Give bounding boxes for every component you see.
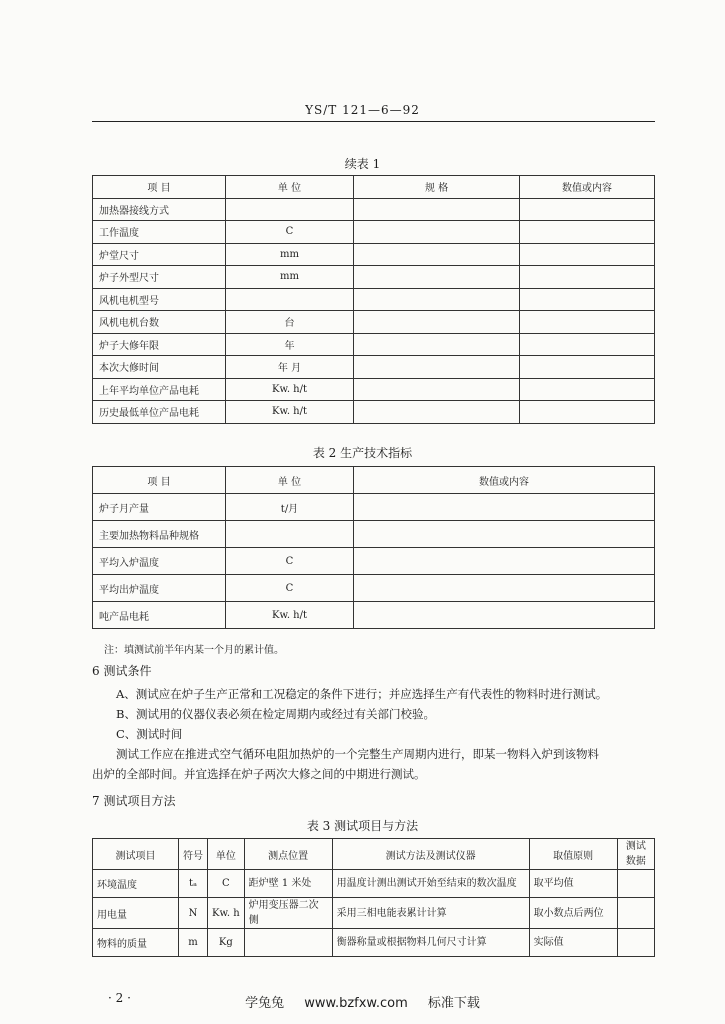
unit-cell [226,198,354,221]
item-cell: 上年平均单位产品电耗 [93,378,226,401]
table2-caption: 表 2 生产技术指标 [312,446,413,460]
unit-cell: Kw. h/t [226,401,354,424]
unit-cell: Kw. h/t [226,602,354,629]
unit-cell: 年 [226,333,354,356]
table-header-cell: 测试项目 [93,839,179,870]
table-row [93,401,655,424]
unit-cell: Kw. h/t [226,378,354,401]
location-cell: 距炉壁 1 米处 [244,870,332,898]
value-cell [520,378,655,401]
table-header-cell: 符号 [179,839,208,870]
symbol-cell: tₐ [179,870,208,898]
value-cell [520,333,655,356]
table-row [93,494,655,521]
table-row [93,266,655,289]
table-row [93,548,655,575]
spec-cell [354,356,520,379]
table-row [93,521,655,548]
value-cell [520,266,655,289]
symbol-cell: m [179,929,208,957]
item-cell: 平均出炉温度 [93,575,226,602]
item-cell: 炉子月产量 [93,494,226,521]
item-cell: 炉子大修年限 [93,333,226,356]
rule-cell: 取小数点后两位 [529,898,617,929]
value-cell [520,243,655,266]
table-header-cell: 单 位 [226,467,354,494]
table-header-row [93,176,655,199]
spec-cell [354,288,520,311]
table-header-cell: 数值或内容 [354,467,655,494]
table-header-cell: 项 目 [93,176,226,199]
spec-cell [354,378,520,401]
spec-cell [354,333,520,356]
table-row [93,929,655,957]
value-cell [520,401,655,424]
table-header-cell: 项 目 [93,467,226,494]
section6-item-a: A、测试应在炉子生产正常和工况稳定的条件下进行；并应选择生产有代表性的物料时进行测试。 [116,687,608,701]
table-row [93,378,655,401]
table1 [92,175,655,424]
unit-cell: C [226,575,354,602]
table-header-cell: 测试数据 [617,839,654,870]
section6-paragraph-line: 出炉的全部时间。并宜选择在炉子两次大修之间的中期进行测试。 [92,767,426,781]
item-cell: 历史最低单位产品电耗 [93,401,226,424]
table-row [93,198,655,221]
unit-cell: C [226,548,354,575]
value-cell [354,494,655,521]
item-cell: 吨产品电耗 [93,602,226,629]
spec-cell [354,266,520,289]
watermark-footer [0,992,725,1011]
item-cell: 平均入炉温度 [93,548,226,575]
table-header-row [93,839,655,870]
unit-cell: mm [226,266,354,289]
value-cell [354,602,655,629]
table-header-cell: 单位 [208,839,245,870]
table-row [93,356,655,379]
footer-slogan: 标准下载 [427,996,480,1011]
item-cell: 本次大修时间 [93,356,226,379]
data-cell [617,929,654,957]
value-cell [354,521,655,548]
item-cell: 物料的质量 [93,929,179,957]
page-number: · 2 · [108,991,131,1005]
unit-cell: C [226,221,354,244]
table2 [92,466,655,629]
table-row [93,870,655,898]
item-cell: 炉子外型尺寸 [93,266,226,289]
table-header-cell: 测试方法及测试仪器 [332,839,529,870]
unit-cell [226,288,354,311]
unit-cell: t/月 [226,494,354,521]
method-cell: 采用三相电能表累计计算 [332,898,529,929]
data-cell [617,898,654,929]
item-cell: 炉堂尺寸 [93,243,226,266]
item-cell: 风机电机台数 [93,311,226,334]
section7-heading: 7 测试项目方法 [92,794,176,808]
table-row [93,243,655,266]
method-cell: 衡器称量或根据物料几何尺寸计算 [332,929,529,957]
standard-code: YS/T 121—6—92 [305,103,420,117]
spec-cell [354,401,520,424]
table-header-cell: 取值原则 [529,839,617,870]
unit-cell: 年 月 [226,356,354,379]
unit-cell: mm [226,243,354,266]
unit-cell [226,521,354,548]
table1-caption: 续表 1 [344,157,381,171]
spec-cell [354,198,520,221]
table-header-cell: 规 格 [354,176,520,199]
spec-cell [354,243,520,266]
unit-cell: Kw. h [208,898,245,929]
section6-item-c: C、测试时间 [116,727,183,741]
item-cell: 环境温度 [93,870,179,898]
rule-cell: 实际值 [529,929,617,957]
table-row [93,602,655,629]
spec-cell [354,311,520,334]
footer-url[interactable]: www.bzfxw.com [304,996,408,1011]
table3-caption: 表 3 测试项目与方法 [306,819,419,833]
table-row [93,221,655,244]
item-cell: 用电量 [93,898,179,929]
symbol-cell: N [179,898,208,929]
item-cell: 主要加热物料品种规格 [93,521,226,548]
unit-cell: 台 [226,311,354,334]
table-row [93,898,655,929]
unit-cell: C [208,870,245,898]
spec-cell [354,221,520,244]
section6-paragraph-line: 测试工作应在推进式空气循环电阻加热炉的一个完整生产周期内进行，即某一物料入炉到该物料 [116,747,599,761]
data-cell [617,870,654,898]
value-cell [520,221,655,244]
location-cell: 炉用变压器二次侧 [244,898,332,929]
location-cell [244,929,332,957]
value-cell [520,311,655,334]
table-row [93,311,655,334]
value-cell [354,575,655,602]
value-cell [520,198,655,221]
method-cell: 用温度计测出测试开始至结束的数次温度 [332,870,529,898]
rule-cell: 取平均值 [529,870,617,898]
table-header-cell: 数值或内容 [520,176,655,199]
table3 [92,838,655,957]
section6-heading: 6 测试条件 [92,664,152,678]
table-header-cell: 测点位置 [244,839,332,870]
table-row [93,333,655,356]
value-cell [520,356,655,379]
unit-cell: Kg [208,929,245,957]
header-rule [92,121,655,122]
table-row [93,575,655,602]
section6-item-b: B、测试用的仪器仪表必须在检定周期内或经过有关部门校验。 [116,707,435,721]
table-header-row [93,467,655,494]
value-cell [520,288,655,311]
item-cell: 加热器接线方式 [93,198,226,221]
item-cell: 工作温度 [93,221,226,244]
footer-site-name: 学兔兔 [245,996,285,1011]
table-header-cell: 单 位 [226,176,354,199]
value-cell [354,548,655,575]
table-row [93,288,655,311]
item-cell: 风机电机型号 [93,288,226,311]
table2-note: 注：填测试前半年内某一个月的累计值。 [104,645,284,656]
